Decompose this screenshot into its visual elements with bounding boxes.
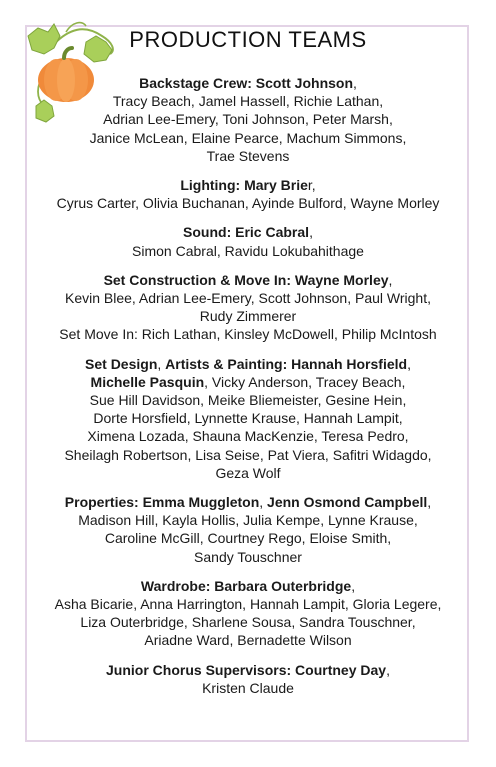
team-section bbox=[30, 355, 466, 482]
team-role-lead: Sound: Eric Cabral bbox=[183, 224, 310, 241]
team-text: Adrian Lee-Emery, Toni Johnson, Peter Marsh, bbox=[103, 111, 393, 128]
production-teams-list bbox=[30, 74, 466, 708]
team-role-lead: Lighting: Mary Brie bbox=[180, 177, 308, 194]
team-members-line bbox=[30, 242, 466, 260]
team-text: Cyrus Carter, Olivia Buchanan, Ayinde Bulford, Wayne Morley bbox=[56, 195, 440, 212]
team-text: Simon Cabral, Ravidu Lokubahithage bbox=[132, 242, 364, 259]
team-section bbox=[30, 661, 466, 697]
team-text: Kristen Claude bbox=[202, 679, 294, 696]
team-role-lead: Backstage Crew: Scott Johnson bbox=[139, 75, 354, 91]
team-section bbox=[30, 74, 466, 165]
team-role-lead: Junior Chorus Supervisors: Courtney Day bbox=[106, 661, 387, 678]
team-members-line bbox=[30, 529, 466, 547]
team-members-line bbox=[30, 446, 466, 464]
team-heading-line bbox=[30, 176, 466, 194]
team-heading-line bbox=[30, 74, 466, 92]
team-text: Janice McLean, Elaine Pearce, Machum Simmons, bbox=[89, 129, 407, 146]
team-heading-line bbox=[30, 493, 466, 511]
team-role-lead: Set Construction & Move In: Wayne Morley bbox=[103, 271, 389, 288]
team-heading-line bbox=[30, 223, 466, 241]
team-members-line bbox=[30, 631, 466, 649]
team-text: Sheilagh Robertson, Lisa Seise, Pat Viera, Safitri Widagdo, bbox=[64, 446, 432, 463]
team-text: Kevin Blee, Adrian Lee-Emery, Scott Johnson, Paul Wright, bbox=[64, 290, 431, 307]
team-section bbox=[30, 577, 466, 650]
team-text: Asha Bicarie, Anna Harrington, Hannah Lampit, Gloria Legere, bbox=[54, 596, 442, 613]
team-role-lead: Properties: Emma Muggleton bbox=[64, 494, 260, 511]
team-section bbox=[30, 271, 466, 344]
team-text: Ximena Lozada, Shauna MacKenzie, Teresa Pedro, bbox=[87, 428, 409, 445]
team-members-line bbox=[30, 464, 466, 482]
team-text: Madison Hill, Kayla Hollis, Julia Kempe, Lynne Krause, bbox=[78, 512, 418, 529]
team-role-lead: Michelle Pasquin bbox=[90, 373, 205, 390]
team-text: , bbox=[407, 355, 411, 372]
team-text: , bbox=[309, 224, 313, 241]
team-text: Sandy Touschner bbox=[194, 548, 302, 565]
team-text: , bbox=[157, 355, 166, 372]
team-members-line bbox=[30, 427, 466, 445]
team-section bbox=[30, 223, 466, 259]
team-members-line bbox=[30, 325, 466, 343]
team-members-line bbox=[30, 511, 466, 529]
team-text: Geza Wolf bbox=[215, 464, 281, 481]
team-heading-line bbox=[30, 661, 466, 679]
team-text: Caroline McGill, Courtney Rego, Eloise Smith, bbox=[104, 530, 392, 547]
team-text: , bbox=[351, 577, 356, 594]
team-section bbox=[30, 493, 466, 566]
team-members-line bbox=[30, 129, 466, 147]
team-text: Liza Outerbridge, Sharlene Sousa, Sandra Touschner, bbox=[80, 614, 416, 631]
page-title: PRODUCTION TEAMS bbox=[129, 27, 367, 52]
team-text: , bbox=[353, 75, 357, 91]
team-role-lead: Wardrobe: Barbara Outerbridge bbox=[140, 577, 352, 594]
team-members-line bbox=[30, 194, 466, 212]
team-heading-line bbox=[30, 577, 466, 595]
team-heading-line bbox=[30, 355, 466, 373]
team-heading-line bbox=[30, 271, 466, 289]
team-role-lead: Set Design bbox=[85, 355, 158, 372]
team-text: r, bbox=[307, 177, 316, 194]
team-members-line bbox=[30, 147, 466, 165]
team-text: , bbox=[388, 271, 393, 288]
team-members-line bbox=[30, 548, 466, 566]
team-text: Set Move In: Rich Lathan, Kinsley McDowell, Philip McIntosh bbox=[59, 326, 437, 343]
team-text: Sue Hill Davidson, Meike Bliemeister, Gesine Hein, bbox=[89, 392, 407, 409]
team-text: , Vicky Anderson, Tracey Beach, bbox=[204, 373, 406, 390]
team-section bbox=[30, 176, 466, 212]
team-members-line bbox=[30, 595, 466, 613]
team-role-lead: Artists & Painting: Hannah Horsfield bbox=[165, 355, 408, 372]
team-text: Trae Stevens bbox=[206, 147, 290, 164]
team-members-line bbox=[30, 613, 466, 631]
team-text: Ariadne Ward, Bernadette Wilson bbox=[144, 632, 352, 649]
team-text: , bbox=[427, 494, 432, 511]
team-members-line bbox=[30, 110, 466, 128]
team-members-line bbox=[30, 679, 466, 697]
team-text: , bbox=[259, 494, 268, 511]
team-text: Dorte Horsfield, Lynnette Krause, Hannah Lampit, bbox=[93, 410, 403, 427]
team-members-line bbox=[30, 307, 466, 325]
team-members-line bbox=[30, 391, 466, 409]
team-text: Tracy Beach, Jamel Hassell, Richie Lathan, bbox=[112, 93, 384, 110]
team-text: , bbox=[386, 661, 390, 678]
team-members-line bbox=[30, 409, 466, 427]
team-members-line bbox=[30, 373, 466, 391]
team-members-line bbox=[30, 92, 466, 110]
team-role-lead: Jenn Osmond Campbell bbox=[267, 494, 428, 511]
team-text: Rudy Zimmerer bbox=[199, 308, 297, 325]
team-members-line bbox=[30, 289, 466, 307]
